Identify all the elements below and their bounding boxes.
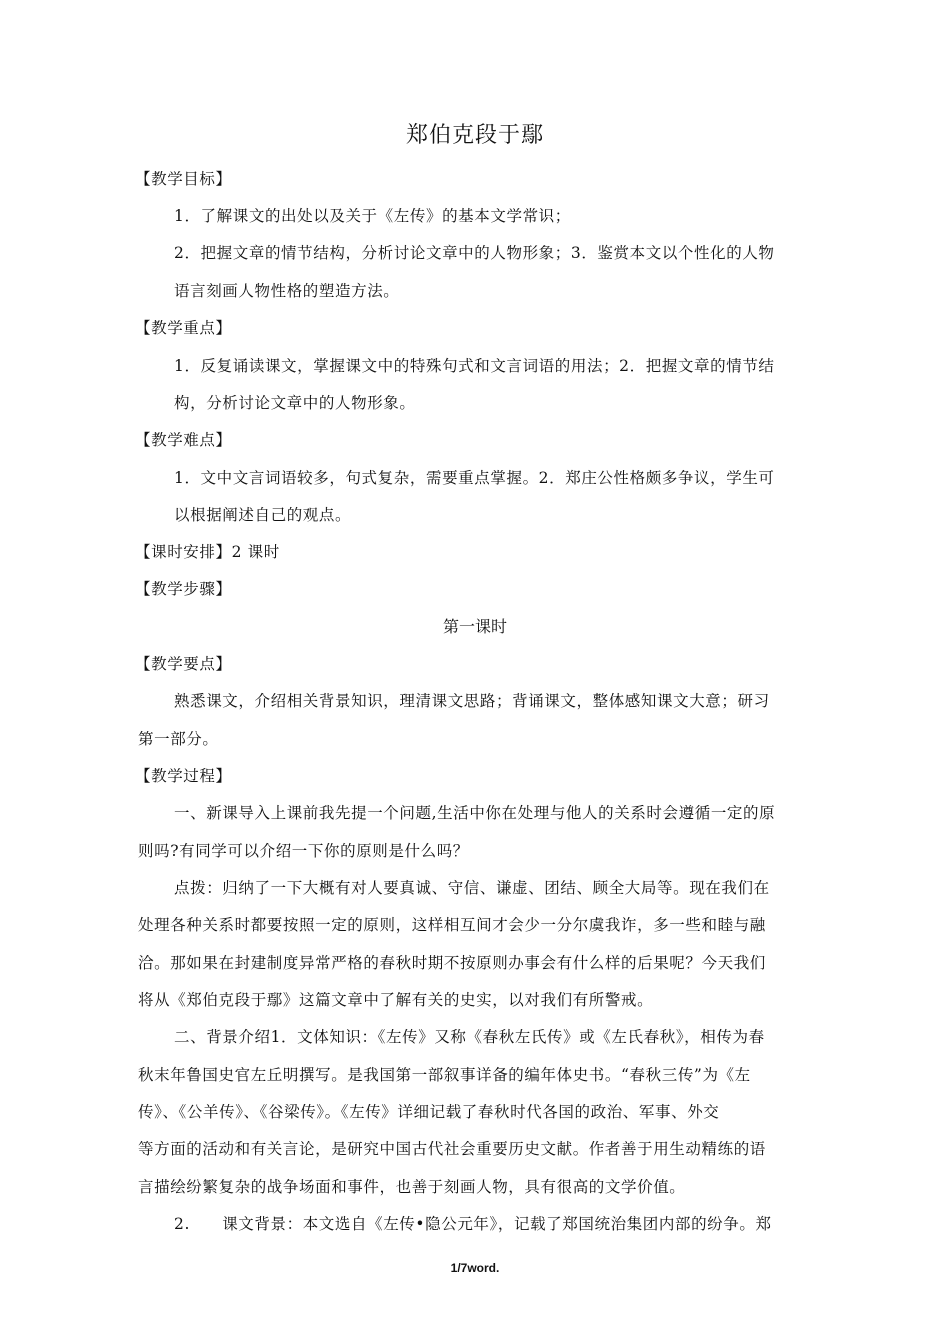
focus-item-line-2: 构，分析讨论文章中的人物形象。 xyxy=(174,394,416,412)
goals-item-1: 1．了解课文的出处以及关于《左传》的基本文学常识； xyxy=(174,207,571,225)
schedule-line: 【课时安排】2 课时 xyxy=(135,543,280,561)
goals-item-2-line-2: 语言刻画人物性格的塑造方法。 xyxy=(174,282,400,300)
focus-heading: 【教学重点】 xyxy=(135,319,232,337)
paragraph-1-line-2: 则吗?有同学可以介绍一下你的原则是什么吗？ xyxy=(138,842,469,860)
paragraph-3-line-3: 传》、《公羊传》、《谷梁传》。《左传》详细记载了春秋时代各国的政治、军事、外交 xyxy=(138,1103,720,1121)
paragraph-2-line-1: 点拨：归纳了一下大概有对人要真诚、守信、谦虚、团结、顾全大局等。现在我们在 xyxy=(174,879,770,897)
paragraph-1-line-1: 一、新课导入上课前我先提一个问题,生活中你在处理与他人的关系时会遵循一定的原 xyxy=(174,804,776,822)
difficulty-heading: 【教学难点】 xyxy=(135,431,232,449)
focus-item-line-1: 1．反复诵读课文，掌握课文中的特殊句式和文言词语的用法；2．把握文章的情节结 xyxy=(174,357,775,375)
paragraph-3-line-2: 秋末年鲁国史官左丘明撰写。是我国第一部叙事详备的编年体史书。“春秋三传”为《左 xyxy=(138,1066,751,1084)
paragraph-4-line-1: 2. 课文背景：本文选自《左传•隐公元年》，记载了郑国统治集团内部的纷争。郑 xyxy=(174,1215,772,1233)
paragraph-3-line-5: 言描绘纷繁复杂的战争场面和事件，也善于刻画人物，具有很高的文学价值。 xyxy=(138,1178,686,1196)
paragraph-3-line-1: 二、背景介绍1．文体知识：《左传》又称《春秋左氏传》或《左氏春秋》，相传为春 xyxy=(174,1028,765,1046)
keypoints-heading: 【教学要点】 xyxy=(135,655,232,673)
difficulty-item-line-2: 以根据阐述自己的观点。 xyxy=(174,506,352,524)
steps-heading: 【教学步骤】 xyxy=(135,580,232,598)
keypoints-line-2: 第一部分。 xyxy=(138,730,219,748)
page-footer: 1/7word. xyxy=(450,1261,500,1275)
paragraph-2-line-2: 处理各种关系时都要按照一定的原则，这样相互间才会少一分尔虞我诈，多一些和睦与融 xyxy=(138,916,766,934)
paragraph-2-line-4: 将从《郑伯克段于鄢》这篇文章中了解有关的史实，以对我们有所警戒。 xyxy=(138,991,654,1009)
paragraph-2-line-3: 洽。那如果在封建制度异常严格的春秋时期不按原则办事会有什么样的后果呢？今天我们 xyxy=(138,954,766,972)
keypoints-line-1: 熟悉课文，介绍相关背景知识，理清课文思路；背诵课文，整体感知课文大意；研习 xyxy=(174,692,770,710)
lesson-title: 第一课时 xyxy=(442,617,507,636)
goals-item-2-line-1: 2．把握文章的情节结构，分析讨论文章中的人物形象；3．鉴赏本文以个性化的人物 xyxy=(174,244,775,262)
document-title: 郑伯克段于鄢 xyxy=(405,123,544,148)
paragraph-3-line-4: 等方面的活动和有关言论，是研究中国古代社会重要历史文献。作者善于用生动精练的语 xyxy=(138,1140,766,1158)
goals-heading: 【教学目标】 xyxy=(135,170,232,188)
process-heading: 【教学过程】 xyxy=(135,767,232,785)
difficulty-item-line-1: 1．文中文言词语较多，句式复杂，需要重点掌握。2．郑庄公性格颇多争议，学生可 xyxy=(174,469,775,487)
